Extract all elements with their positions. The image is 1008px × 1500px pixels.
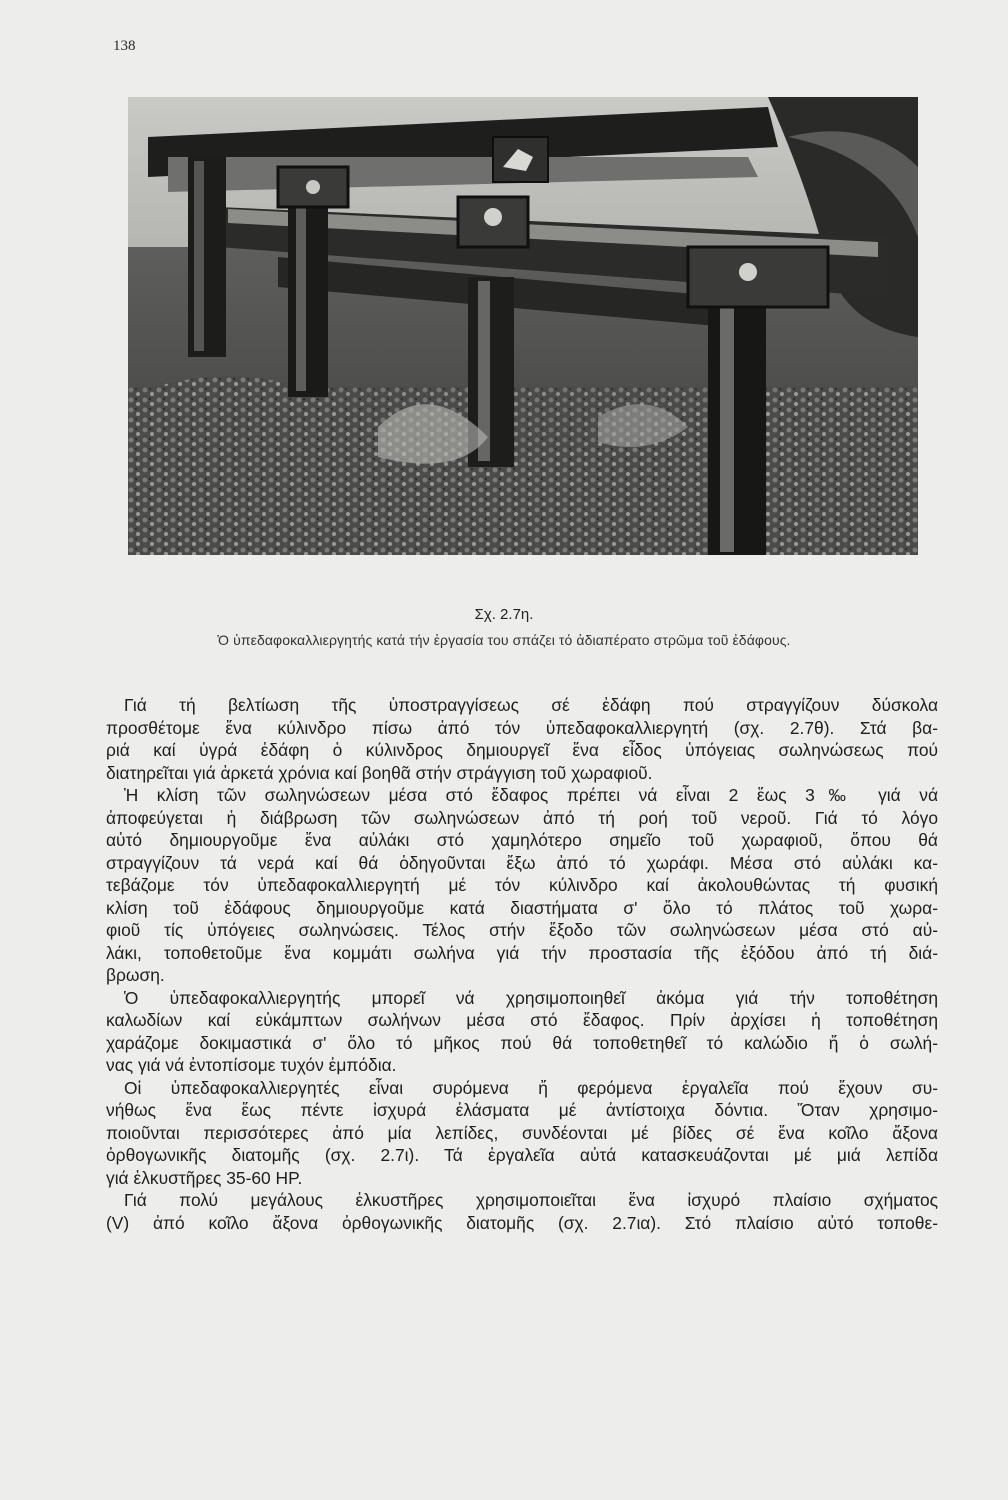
- text-line: Γιά τή βελτίωση τῆς ὑποστραγγίσεως σέ ἐδάφη πού στραγγίζουν δύσκολα: [124, 695, 938, 715]
- page-number: 138: [113, 38, 136, 54]
- text-line: χαράζομε δοκιμαστικά σ' ὅλο τό μῆκος πού θά τοποθετηθεῖ τό καλώδιο ἤ ὁ σωλή-: [106, 1032, 938, 1053]
- text-line: νας γιά νά ἐντοπίσομε τυχόν ἐμπόδια.: [106, 1055, 397, 1075]
- figure-caption: Ὁ ὑπεδαφοκαλλιεργητής κατά τήν ἐργασία του σπάζει τό ἀδιαπέρατο στρῶμα τοῦ ἐδάφους.: [217, 632, 791, 648]
- text-line: διατηρεῖται γιά ἀρκετά χρόνια καί βοηθᾶ στήν στράγγιση τοῦ χωραφιοῦ.: [106, 762, 653, 783]
- figure-label: Σχ. 2.7η.: [474, 606, 534, 623]
- text-line: καλωδίων καί εὐκάμπτων σωλήνων μέσα στό ἔδαφος. Πρίν ἀρχίσει ἡ τοποθέτηση: [106, 1010, 938, 1030]
- text-line: στραγγίζουν τά νερά καί θά ὁδηγοῦνται ἔξω ἀπό τό χωράφι. Μέσα στό αὐλάκι κα-: [106, 852, 938, 873]
- text-line: τεβάζομε τόν ὑπεδαφοκαλλιεργητή μέ τόν κύλινδρο καί ἀκολουθώντας τή φυσική: [106, 875, 938, 895]
- text-line: ριά καί ὑγρά ἐδάφη ὁ κύλινδρος δημιουργεῖ ἕνα εἶδος ὑπόγειας σωληνώσεως πού: [106, 740, 938, 760]
- text-line: ποιοῦνται περισσότερες ἀπό μία λεπίδες, συνδέονται μέ βίδες σέ ἕνα κοῖλο ἄξονα: [106, 1122, 938, 1143]
- text-line: αὐτό δημιουργοῦμε ἕνα αὐλάκι στό χαμηλότερο σημεῖο τοῦ χωραφιοῦ, ὅπου θά: [106, 830, 938, 850]
- text-line: προσθέτομε ἕνα κύλινδρο πίσω ἀπό τόν ὑπεδαφοκαλλιεργητή (σχ. 2.7θ). Στά βα-: [106, 717, 938, 738]
- body-text: [106, 694, 938, 1234]
- text-line: λάκι, τοποθετοῦμε ἕνα κομμάτι σωλήνα γιά τήν προστασία τῆς ἐξόδου ἀπό τή διά-: [106, 942, 938, 963]
- text-line: νήθως ἕνα ἕως πέντε ἰσχυρά ἐλάσματα μέ ἀντίστοιχα δόντια. Ὅταν χρησιμο-: [106, 1100, 938, 1120]
- text-line: βρωση.: [106, 965, 165, 985]
- text-line: ἀποφεύγεται ἡ διάβρωση τῶν σωληνώσεων ἀπό τή ροή τοῦ νεροῦ. Γιά τό λόγο: [106, 807, 938, 828]
- text-line: Ἡ κλίση τῶν σωληνώσεων μέσα στό ἔδαφος πρέπει νά εἶναι 2 ἕως 3‰ γιά νά: [124, 785, 938, 805]
- text-line: κλίση τοῦ ἐδάφους δημιουργοῦμε κατά διαστήματα σ' ὅλο τό πλάτος τοῦ χωρα-: [106, 897, 938, 918]
- text-line: γιά ἑλκυστῆρες 35-60 HP.: [106, 1167, 303, 1188]
- text-line: Οἱ ὑπεδαφοκαλλιεργητές εἶναι συρόμενα ἤ φερόμενα ἐργαλεῖα πού ἔχουν συ-: [124, 1077, 938, 1098]
- text-line: (V) ἀπό κοῖλο ἄξονα ὀρθογωνικῆς διατομῆς (σχ. 2.7ια). Στό πλαίσιο αὐτό τοποθε-: [106, 1212, 938, 1233]
- text-line: Γιά πολύ μεγάλους ἑλκυστῆρες χρησιμοποιεῖται ἕνα ἰσχυρό πλαίσιο σχήματος: [124, 1190, 938, 1210]
- figure-photo-subsoiler: [128, 97, 918, 555]
- text-line: φιοῦ τίς ὑπόγειες σωληνώσεις. Τέλος στήν ἔξοδο τῶν σωληνώσεων μέσα στό αὐ-: [106, 920, 938, 940]
- text-line: Ὁ ὑπεδαφοκαλλιεργητής μπορεῖ νά χρησιμοποιηθεῖ ἀκόμα γιά τήν τοποθέτηση: [124, 987, 938, 1008]
- text-line: ὀρθογωνικῆς διατομῆς (σχ. 2.7ι). Τά ἐργαλεῖα αὐτά κατασκευάζονται μέ μιά λεπίδα: [106, 1145, 938, 1165]
